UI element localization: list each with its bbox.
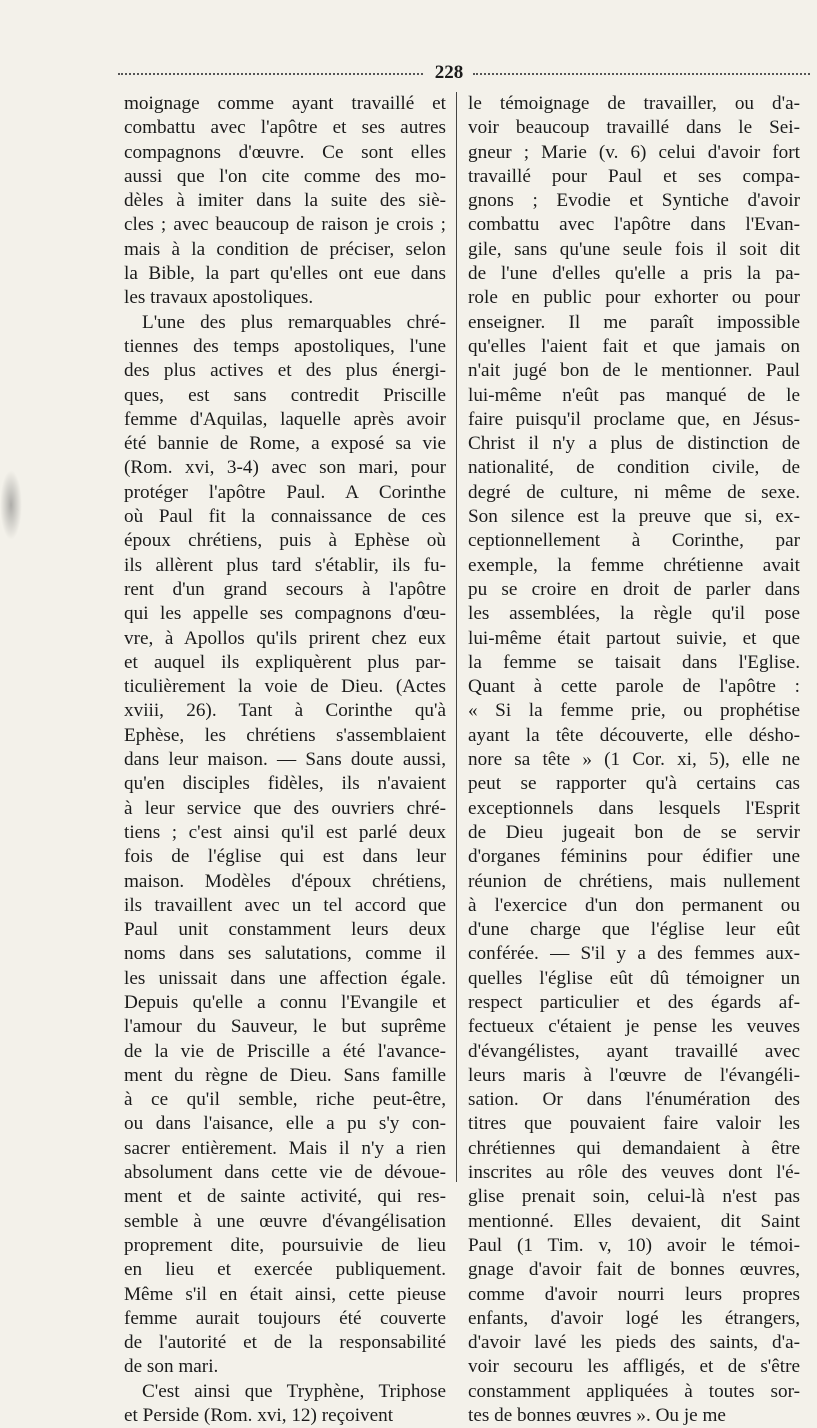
text-line: maison. Modèles d'époux chrétiens, (124, 870, 446, 892)
text-line: en lieu et exercée publiquement. (124, 1259, 446, 1281)
text-line: Son silence est la preuve que si, ex- (468, 506, 800, 528)
text-line: titres que pouvaient faire valoir les (468, 1113, 800, 1135)
text-line: compagnons d'œuvre. Ce sont elles (124, 141, 446, 163)
text-line: noms dans ses salutations, comme il (124, 943, 446, 965)
text-line: de l'autorité et de la responsabilité (124, 1332, 446, 1354)
text-line: L'une des plus remarquables chré- (142, 311, 446, 333)
text-line: Même s'il en était ainsi, cette pieuse (124, 1283, 446, 1305)
text-line: nationalité, de condition civile, de (468, 457, 800, 479)
text-line: femme aurait toujours été couverte (124, 1307, 446, 1329)
text-line: protéger l'apôtre Paul. A Corinthe (124, 481, 446, 503)
text-line: comme d'avoir nourri leurs propres (468, 1283, 800, 1305)
text-line: ou dans l'aisance, elle a pu s'y con- (124, 1113, 446, 1135)
text-line: enfants, d'avoir logé les étrangers, (468, 1307, 800, 1329)
text-line: ayant la tête découverte, elle désho- (468, 724, 800, 746)
text-line: fectueux c'étaient je pense les veuves (468, 1016, 800, 1038)
text-line: pu se croire en droit de parler dans (468, 578, 800, 600)
text-line: rent d'un grand secours à l'apôtre (124, 578, 446, 600)
text-line: gnage d'avoir fait de bonnes œuvres, (468, 1259, 800, 1281)
text-line: les travaux apostoliques. (124, 287, 314, 309)
text-line: de la vie de Priscille a été l'avance- (124, 1040, 446, 1062)
text-line: Paul (1 Tim. v, 10) avoir le témoi- (468, 1234, 800, 1256)
text-line: combattu avec l'apôtre et ses autres (124, 117, 446, 139)
text-line: de Dieu jugeait bon de se servir (468, 821, 800, 843)
text-line: les assemblées, la règle qu'il pose (468, 603, 800, 625)
text-line: exceptionnels dans lesquels l'Esprit (468, 797, 800, 819)
text-line: Christ il n'y a plus de distinction de (468, 433, 800, 455)
text-line: faire puisqu'il proclame que, en Jésus- (468, 408, 800, 430)
text-line: cles ; avec beaucoup de raison je crois ; (124, 214, 446, 236)
text-line: chrétiennes qui demandaient à être (468, 1137, 800, 1159)
header-rule-left (118, 73, 423, 75)
text-line: dèles à imiter dans la suite des siè- (124, 190, 446, 212)
text-line: lui-même n'eût pas manqué de le (468, 384, 800, 406)
text-line: les unissait dans une affection égale. (124, 967, 446, 989)
text-line: d'organes féminins pour édifier une (468, 846, 800, 868)
text-line: enseigner. Il me paraît impossible (468, 311, 800, 333)
text-line: le témoignage de travailler, ou d'a- (468, 93, 800, 114)
text-line: peut se rapporter qu'à certains cas (468, 773, 800, 795)
text-line: Paul unit constamment leurs deux (124, 919, 446, 941)
text-line: « Si la femme prie, ou prophétise (468, 700, 800, 722)
text-line: proprement dite, poursuivie de lieu (124, 1234, 446, 1256)
text-line: exemple, la femme chrétienne avait (468, 554, 800, 576)
text-line: tiennes des temps apostoliques, l'une (124, 335, 446, 357)
text-line: femme d'Aquilas, laquelle après avoir (124, 408, 446, 430)
text-line: constamment appliquées à toutes sor- (468, 1380, 800, 1402)
text-line: et Perside (Rom. xvi, 12) reçoivent (124, 1405, 394, 1427)
text-line: réunion de chrétiens, mais nullement (468, 870, 800, 892)
text-line: Quant à cette parole de l'apôtre : (468, 676, 800, 698)
text-line: qu'en disciples fidèles, ils n'avaient (124, 773, 446, 795)
text-line: des plus actives et des plus énergi- (124, 360, 446, 382)
text-line: Ephèse, les chrétiens s'assemblaient (124, 724, 446, 746)
text-line: nore sa tête » (1 Cor. xi, 5), elle ne (468, 749, 800, 771)
text-line: combattu avec l'apôtre dans l'Evan- (468, 214, 800, 236)
text-line: moignage comme ayant travaillé et (124, 93, 446, 114)
text-line: ils allèrent plus tard s'établir, ils fu- (124, 554, 446, 576)
text-line: voir secouru les affligés, et de s'être (468, 1356, 800, 1378)
page-number: 228 (434, 62, 464, 83)
text-line: qu'elles l'aient fait et que jamais on (468, 335, 800, 357)
text-line: role en public pour exhorter ou pour (468, 287, 800, 309)
text-line: voir beaucoup travaillé dans le Sei- (468, 117, 800, 139)
text-line: ticulièrement la voie de Dieu. (Actes (124, 676, 446, 698)
text-line: qui les appelle ses compagnons d'œu- (124, 603, 446, 625)
text-line: tiens ; c'est ainsi qu'il est parlé deux (124, 821, 446, 843)
text-line: époux chrétiens, puis à Ephèse où (124, 530, 446, 552)
text-line: conférée. — S'il y a des femmes aux- (468, 943, 800, 965)
text-line: mentionné. Elles devaient, dit Saint (468, 1210, 800, 1232)
header-rule-right (473, 73, 810, 75)
text-line: la Bible, la part qu'elles ont eue dans (124, 263, 446, 285)
text-line: Depuis qu'elle a connu l'Evangile et (124, 991, 446, 1013)
text-line: travaillé pour Paul et ses compa- (468, 165, 800, 187)
text-line: tes de bonnes œuvres ». Ou je me (468, 1405, 726, 1427)
text-line: sation. Or dans l'énumération des (468, 1089, 800, 1111)
text-line: ment du règne de Dieu. Sans famille (124, 1064, 446, 1086)
text-line: vre, à Apollos qu'ils prirent chez eux (124, 627, 446, 649)
text-line: glise prenait soin, celui-là n'est pas (468, 1186, 800, 1208)
text-line: aussi que l'on cite comme des mo- (124, 165, 446, 187)
text-line: la femme se taisait dans l'Eglise. (468, 651, 800, 673)
text-line: à leur service que des ouvriers chré- (124, 797, 446, 819)
text-line: ceptionnellement à Corinthe, par (468, 530, 800, 552)
text-line: ils travaillent avec un tel accord que (124, 894, 446, 916)
text-line: (Rom. xvi, 3-4) avec son mari, pour (124, 457, 446, 479)
text-line: où Paul fit la connaissance de ces (124, 506, 446, 528)
text-line: ques, est sans contredit Priscille (124, 384, 446, 406)
text-line: de l'une d'elles qu'elle a pris la pa- (468, 263, 800, 285)
text-line: gnons ; Evodie et Syntiche d'avoir (468, 190, 800, 212)
text-line: respect particulier et des égards af- (468, 991, 800, 1013)
text-line: à l'exercice d'un don permanent ou (468, 894, 800, 916)
text-line: l'amour du Sauveur, le but suprême (124, 1016, 446, 1038)
text-line: d'évangélistes, ayant travaillé avec (468, 1040, 800, 1062)
text-line: d'une charge que l'église leur eût (468, 919, 800, 941)
text-line: été bannie de Rome, a exposé sa vie (124, 433, 446, 455)
text-line: d'avoir lavé les pieds des saints, d'a- (468, 1332, 800, 1354)
text-line: sacrer entièrement. Mais il n'y a rien (124, 1137, 446, 1159)
text-line: dans leur maison. — Sans doute aussi, (124, 749, 446, 771)
text-line: quelles l'église eût dû témoigner un (468, 967, 800, 989)
text-line: à ce qu'il semble, riche peut-être, (124, 1089, 446, 1111)
text-line: absolument dans cette vie de dévoue- (124, 1162, 446, 1184)
text-line: leurs maris à l'œuvre de l'évangéli- (468, 1064, 800, 1086)
right-column (468, 92, 800, 1428)
left-column (124, 92, 446, 1428)
text-line: fois de l'église qui est dans leur (124, 846, 446, 868)
text-line: de son mari. (124, 1356, 219, 1378)
text-line: xviii, 26). Tant à Corinthe qu'à (124, 700, 446, 722)
text-line: lui-même était partout suivie, et que (468, 627, 800, 649)
page-smudge (0, 470, 22, 540)
text-line: ment et de sainte activité, qui res- (124, 1186, 446, 1208)
text-line: inscrites au rôle des veuves dont l'é- (468, 1162, 800, 1184)
text-line: semble à une œuvre d'évangélisation (124, 1210, 446, 1232)
column-divider (456, 92, 457, 1182)
text-line: C'est ainsi que Tryphène, Triphose (142, 1380, 446, 1402)
text-line: n'ait jugé bon de le mentionner. Paul (468, 360, 800, 382)
text-line: et auquel ils expliquèrent plus par- (124, 651, 446, 673)
text-line: gile, sans qu'une seule fois il soit dit (468, 238, 800, 260)
text-line: gneur ; Marie (v. 6) celui d'avoir fort (468, 141, 800, 163)
text-line: degré de culture, ni même de sexe. (468, 481, 800, 503)
page-header (118, 62, 810, 84)
text-line: mais à la condition de préciser, selon (124, 238, 446, 260)
